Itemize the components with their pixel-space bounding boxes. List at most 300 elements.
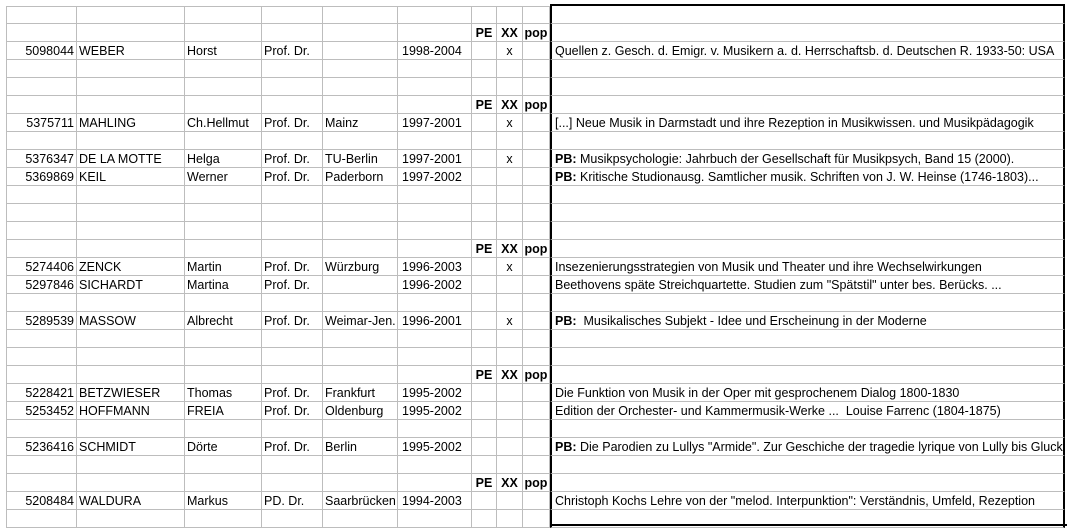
cell-pop[interactable] bbox=[523, 438, 550, 456]
cell-pop[interactable] bbox=[523, 312, 550, 330]
cell-pop[interactable] bbox=[523, 294, 550, 312]
cell-last-name[interactable] bbox=[77, 132, 185, 150]
cell-city[interactable] bbox=[323, 276, 398, 294]
cell-id[interactable] bbox=[6, 222, 77, 240]
cell-last-name[interactable] bbox=[77, 366, 185, 384]
cell-pop[interactable] bbox=[523, 114, 550, 132]
cell-last-name[interactable] bbox=[77, 222, 185, 240]
cell-description[interactable] bbox=[550, 150, 1065, 168]
cell-title[interactable]: Prof. Dr. bbox=[262, 168, 323, 186]
cell-description[interactable] bbox=[550, 420, 1065, 438]
cell-id[interactable] bbox=[6, 96, 77, 114]
cell-years[interactable]: 1996-2003 bbox=[398, 258, 472, 276]
cell-pop[interactable] bbox=[523, 42, 550, 60]
cell-title[interactable] bbox=[262, 456, 323, 474]
cell-last-name[interactable] bbox=[77, 240, 185, 258]
cell-xx[interactable] bbox=[497, 294, 523, 312]
pb-label: PB: bbox=[555, 440, 577, 454]
cell-pe[interactable]: PE bbox=[472, 96, 497, 114]
cell-first-name[interactable] bbox=[185, 474, 262, 492]
cell-pe[interactable] bbox=[472, 222, 497, 240]
cell-first-name[interactable]: Dörte bbox=[185, 438, 262, 456]
cell-first-name[interactable] bbox=[185, 222, 262, 240]
cell-xx[interactable] bbox=[497, 438, 523, 456]
cell-title[interactable] bbox=[262, 330, 323, 348]
cell-xx[interactable]: x bbox=[497, 258, 523, 276]
cell-pe[interactable] bbox=[472, 492, 497, 510]
cell-xx[interactable] bbox=[497, 492, 523, 510]
cell-xx[interactable]: XX bbox=[497, 366, 523, 384]
cell-id[interactable] bbox=[6, 456, 77, 474]
cell-pe[interactable] bbox=[472, 168, 497, 186]
cell-city[interactable]: Berlin bbox=[323, 438, 398, 456]
cell-xx[interactable] bbox=[497, 168, 523, 186]
cell-xx[interactable] bbox=[497, 60, 523, 78]
cell-title[interactable]: Prof. Dr. bbox=[262, 438, 323, 456]
cell-years[interactable] bbox=[398, 294, 472, 312]
cell-title[interactable] bbox=[262, 222, 323, 240]
cell-city[interactable] bbox=[323, 348, 398, 366]
cell-pe[interactable] bbox=[472, 6, 497, 24]
cell-pop[interactable]: pop bbox=[523, 240, 550, 258]
cell-id[interactable] bbox=[6, 60, 77, 78]
cell-city[interactable] bbox=[323, 510, 398, 528]
cell-city[interactable]: Oldenburg bbox=[323, 402, 398, 420]
cell-description[interactable] bbox=[550, 348, 1065, 366]
pb-label: PB: bbox=[555, 152, 577, 166]
cell-title[interactable] bbox=[262, 204, 323, 222]
cell-years[interactable] bbox=[398, 474, 472, 492]
cell-id[interactable] bbox=[6, 348, 77, 366]
cell-city[interactable]: Paderborn bbox=[323, 168, 398, 186]
cell-city[interactable] bbox=[323, 42, 398, 60]
cell-last-name[interactable] bbox=[77, 24, 185, 42]
cell-years[interactable] bbox=[398, 348, 472, 366]
cell-pe[interactable] bbox=[472, 132, 497, 150]
cell-pe[interactable]: PE bbox=[472, 240, 497, 258]
cell-title[interactable] bbox=[262, 510, 323, 528]
table-row bbox=[0, 222, 1070, 240]
cell-description[interactable] bbox=[550, 366, 1065, 384]
cell-title[interactable] bbox=[262, 240, 323, 258]
cell-pe[interactable] bbox=[472, 186, 497, 204]
cell-pop[interactable] bbox=[523, 204, 550, 222]
cell-pop[interactable] bbox=[523, 168, 550, 186]
cell-years[interactable] bbox=[398, 186, 472, 204]
cell-last-name[interactable] bbox=[77, 456, 185, 474]
cell-id[interactable] bbox=[6, 474, 77, 492]
cell-description[interactable] bbox=[550, 186, 1065, 204]
cell-title[interactable] bbox=[262, 6, 323, 24]
cell-title[interactable] bbox=[262, 420, 323, 438]
cell-first-name[interactable] bbox=[185, 6, 262, 24]
cell-first-name[interactable] bbox=[185, 456, 262, 474]
cell-years[interactable] bbox=[398, 78, 472, 96]
cell-id[interactable]: 5369869 bbox=[6, 168, 77, 186]
cell-description[interactable] bbox=[550, 24, 1065, 42]
cell-title[interactable] bbox=[262, 78, 323, 96]
cell-xx[interactable] bbox=[497, 186, 523, 204]
cell-first-name[interactable]: Thomas bbox=[185, 384, 262, 402]
cell-description[interactable] bbox=[550, 6, 1065, 24]
cell-years[interactable] bbox=[398, 222, 472, 240]
cell-pe[interactable]: PE bbox=[472, 24, 497, 42]
cell-id[interactable]: 5375711 bbox=[6, 114, 77, 132]
cell-pop[interactable] bbox=[523, 150, 550, 168]
cell-xx[interactable] bbox=[497, 384, 523, 402]
cell-pe[interactable] bbox=[472, 330, 497, 348]
cell-pe[interactable] bbox=[472, 294, 497, 312]
cell-description[interactable] bbox=[550, 240, 1065, 258]
cell-first-name[interactable] bbox=[185, 240, 262, 258]
cell-pe[interactable]: PE bbox=[472, 474, 497, 492]
cell-years[interactable] bbox=[398, 204, 472, 222]
cell-pop[interactable] bbox=[523, 420, 550, 438]
cell-pop[interactable] bbox=[523, 258, 550, 276]
cell-id[interactable]: 5228421 bbox=[6, 384, 77, 402]
cell-city[interactable] bbox=[323, 474, 398, 492]
cell-last-name[interactable]: HOFFMANN bbox=[77, 402, 185, 420]
cell-title[interactable] bbox=[262, 24, 323, 42]
cell-pe[interactable] bbox=[472, 78, 497, 96]
cell-id[interactable] bbox=[6, 24, 77, 42]
cell-years[interactable]: 1995-2002 bbox=[398, 384, 472, 402]
cell-first-name[interactable] bbox=[185, 348, 262, 366]
cell-last-name[interactable]: BETZWIESER bbox=[77, 384, 185, 402]
cell-pe[interactable] bbox=[472, 60, 497, 78]
cell-years[interactable] bbox=[398, 420, 472, 438]
table-row bbox=[0, 402, 1070, 420]
cell-id[interactable] bbox=[6, 78, 77, 96]
cell-last-name[interactable]: MASSOW bbox=[77, 312, 185, 330]
cell-years[interactable] bbox=[398, 60, 472, 78]
cell-title[interactable]: Prof. Dr. bbox=[262, 312, 323, 330]
cell-first-name[interactable]: Horst bbox=[185, 42, 262, 60]
cell-description[interactable] bbox=[550, 294, 1065, 312]
cell-description[interactable] bbox=[550, 456, 1065, 474]
cell-id[interactable] bbox=[6, 330, 77, 348]
cell-pe[interactable]: PE bbox=[472, 366, 497, 384]
cell-id[interactable]: 5376347 bbox=[6, 150, 77, 168]
cell-title[interactable] bbox=[262, 366, 323, 384]
cell-years[interactable]: 1997-2001 bbox=[398, 114, 472, 132]
cell-xx[interactable] bbox=[497, 510, 523, 528]
cell-description[interactable] bbox=[550, 78, 1065, 96]
cell-years[interactable] bbox=[398, 510, 472, 528]
cell-pop[interactable] bbox=[523, 348, 550, 366]
cell-xx[interactable] bbox=[497, 330, 523, 348]
cell-last-name[interactable] bbox=[77, 96, 185, 114]
cell-city[interactable] bbox=[323, 222, 398, 240]
cell-last-name[interactable] bbox=[77, 204, 185, 222]
cell-id[interactable] bbox=[6, 240, 77, 258]
cell-title[interactable] bbox=[262, 294, 323, 312]
pb-label: PB: bbox=[555, 170, 577, 184]
cell-last-name[interactable]: DE LA MOTTE bbox=[77, 150, 185, 168]
cell-pop[interactable]: pop bbox=[523, 366, 550, 384]
table-row bbox=[0, 456, 1070, 474]
cell-years[interactable] bbox=[398, 240, 472, 258]
cell-pop[interactable] bbox=[523, 78, 550, 96]
cell-pe[interactable] bbox=[472, 312, 497, 330]
cell-city[interactable]: TU-Berlin bbox=[323, 150, 398, 168]
cell-city[interactable]: Frankfurt bbox=[323, 384, 398, 402]
cell-pop[interactable] bbox=[523, 510, 550, 528]
cell-pe[interactable] bbox=[472, 258, 497, 276]
cell-pop[interactable] bbox=[523, 60, 550, 78]
cell-first-name[interactable] bbox=[185, 510, 262, 528]
cell-city[interactable] bbox=[323, 96, 398, 114]
cell-first-name[interactable]: Martina bbox=[185, 276, 262, 294]
cell-last-name[interactable] bbox=[77, 6, 185, 24]
cell-pop[interactable] bbox=[523, 132, 550, 150]
cell-first-name[interactable] bbox=[185, 132, 262, 150]
cell-pe[interactable] bbox=[472, 384, 497, 402]
cell-xx[interactable]: x bbox=[497, 312, 523, 330]
cell-first-name[interactable]: Werner bbox=[185, 168, 262, 186]
cell-title[interactable] bbox=[262, 132, 323, 150]
cell-description[interactable] bbox=[550, 276, 1065, 294]
cell-first-name[interactable] bbox=[185, 366, 262, 384]
cell-city[interactable] bbox=[323, 78, 398, 96]
cell-id[interactable]: 5098044 bbox=[6, 42, 77, 60]
cell-xx[interactable]: XX bbox=[497, 24, 523, 42]
cell-xx[interactable]: x bbox=[497, 42, 523, 60]
cell-description[interactable] bbox=[550, 258, 1065, 276]
cell-last-name[interactable]: ZENCK bbox=[77, 258, 185, 276]
cell-title[interactable]: Prof. Dr. bbox=[262, 114, 323, 132]
cell-first-name[interactable] bbox=[185, 204, 262, 222]
cell-first-name[interactable] bbox=[185, 420, 262, 438]
cell-xx[interactable] bbox=[497, 222, 523, 240]
cell-id[interactable] bbox=[6, 420, 77, 438]
cell-xx[interactable] bbox=[497, 132, 523, 150]
cell-city[interactable]: Würzburg bbox=[323, 258, 398, 276]
cell-pop[interactable] bbox=[523, 492, 550, 510]
cell-title[interactable]: PD. Dr. bbox=[262, 492, 323, 510]
cell-pop[interactable] bbox=[523, 456, 550, 474]
cell-first-name[interactable]: Albrecht bbox=[185, 312, 262, 330]
cell-years[interactable] bbox=[398, 366, 472, 384]
cell-city[interactable] bbox=[323, 132, 398, 150]
cell-id[interactable] bbox=[6, 294, 77, 312]
cell-years[interactable]: 1995-2002 bbox=[398, 438, 472, 456]
cell-id[interactable]: 5253452 bbox=[6, 402, 77, 420]
cell-last-name[interactable]: KEIL bbox=[77, 168, 185, 186]
cell-last-name[interactable] bbox=[77, 510, 185, 528]
cell-last-name[interactable] bbox=[77, 294, 185, 312]
cell-pop[interactable] bbox=[523, 222, 550, 240]
table-row bbox=[0, 186, 1070, 204]
cell-id[interactable] bbox=[6, 204, 77, 222]
cell-description[interactable] bbox=[550, 96, 1065, 114]
cell-first-name[interactable] bbox=[185, 294, 262, 312]
cell-xx[interactable]: x bbox=[497, 114, 523, 132]
cell-last-name[interactable] bbox=[77, 330, 185, 348]
cell-description[interactable] bbox=[550, 438, 1065, 456]
cell-description[interactable] bbox=[550, 330, 1065, 348]
cell-first-name[interactable] bbox=[185, 96, 262, 114]
cell-last-name[interactable] bbox=[77, 186, 185, 204]
cell-title[interactable] bbox=[262, 474, 323, 492]
cell-pe[interactable] bbox=[472, 42, 497, 60]
cell-description[interactable] bbox=[550, 132, 1065, 150]
cell-years[interactable] bbox=[398, 330, 472, 348]
cell-description[interactable] bbox=[550, 114, 1065, 132]
cell-pop[interactable]: pop bbox=[523, 474, 550, 492]
cell-last-name[interactable] bbox=[77, 348, 185, 366]
cell-first-name[interactable] bbox=[185, 24, 262, 42]
cell-pop[interactable] bbox=[523, 402, 550, 420]
cell-description[interactable] bbox=[550, 492, 1065, 510]
cell-id[interactable]: 5297846 bbox=[6, 276, 77, 294]
cell-description[interactable] bbox=[550, 204, 1065, 222]
cell-pe[interactable] bbox=[472, 456, 497, 474]
cell-xx[interactable] bbox=[497, 402, 523, 420]
cell-city[interactable] bbox=[323, 24, 398, 42]
cell-city[interactable] bbox=[323, 366, 398, 384]
header-row bbox=[0, 474, 1070, 492]
cell-first-name[interactable] bbox=[185, 330, 262, 348]
cell-pe[interactable] bbox=[472, 114, 497, 132]
cell-xx[interactable] bbox=[497, 348, 523, 366]
cell-years[interactable] bbox=[398, 132, 472, 150]
cell-xx[interactable]: XX bbox=[497, 240, 523, 258]
cell-pe[interactable] bbox=[472, 276, 497, 294]
cell-title[interactable]: Prof. Dr. bbox=[262, 258, 323, 276]
cell-years[interactable] bbox=[398, 96, 472, 114]
cell-city[interactable] bbox=[323, 330, 398, 348]
cell-last-name[interactable] bbox=[77, 78, 185, 96]
cell-pop[interactable]: pop bbox=[523, 24, 550, 42]
cell-last-name[interactable]: SCHMIDT bbox=[77, 438, 185, 456]
cell-last-name[interactable]: WEBER bbox=[77, 42, 185, 60]
cell-first-name[interactable] bbox=[185, 60, 262, 78]
cell-pe[interactable] bbox=[472, 348, 497, 366]
cell-id[interactable]: 5274406 bbox=[6, 258, 77, 276]
cell-id[interactable]: 5289539 bbox=[6, 312, 77, 330]
cell-first-name[interactable]: Helga bbox=[185, 150, 262, 168]
cell-pe[interactable] bbox=[472, 150, 497, 168]
table-row bbox=[0, 312, 1070, 330]
cell-city[interactable] bbox=[323, 60, 398, 78]
cell-id[interactable] bbox=[6, 6, 77, 24]
cell-city[interactable] bbox=[323, 6, 398, 24]
cell-pop[interactable]: pop bbox=[523, 96, 550, 114]
cell-years[interactable]: 1995-2002 bbox=[398, 402, 472, 420]
cell-description[interactable] bbox=[550, 42, 1065, 60]
cell-years[interactable]: 1997-2001 bbox=[398, 150, 472, 168]
cell-description[interactable] bbox=[550, 312, 1065, 330]
cell-title[interactable] bbox=[262, 60, 323, 78]
cell-id[interactable]: 5236416 bbox=[6, 438, 77, 456]
cell-first-name[interactable]: FREIA bbox=[185, 402, 262, 420]
cell-years[interactable]: 1996-2002 bbox=[398, 276, 472, 294]
cell-city[interactable] bbox=[323, 294, 398, 312]
cell-city[interactable] bbox=[323, 420, 398, 438]
cell-pop[interactable] bbox=[523, 276, 550, 294]
cell-id[interactable]: 5208484 bbox=[6, 492, 77, 510]
description-text: Insezenierungsstrategien von Musik und Theater und ihre Wechselwirkungen bbox=[555, 260, 982, 274]
cell-last-name[interactable] bbox=[77, 60, 185, 78]
cell-description[interactable] bbox=[550, 402, 1065, 420]
cell-pop[interactable] bbox=[523, 6, 550, 24]
cell-last-name[interactable]: WALDURA bbox=[77, 492, 185, 510]
cell-xx[interactable] bbox=[497, 420, 523, 438]
cell-city[interactable] bbox=[323, 186, 398, 204]
cell-description[interactable] bbox=[550, 384, 1065, 402]
cell-xx[interactable]: x bbox=[497, 150, 523, 168]
cell-xx[interactable] bbox=[497, 276, 523, 294]
cell-xx[interactable] bbox=[497, 6, 523, 24]
cell-pop[interactable] bbox=[523, 186, 550, 204]
cell-description[interactable] bbox=[550, 222, 1065, 240]
cell-description[interactable] bbox=[550, 60, 1065, 78]
cell-xx[interactable]: XX bbox=[497, 474, 523, 492]
cell-xx[interactable]: XX bbox=[497, 96, 523, 114]
cell-title[interactable]: Prof. Dr. bbox=[262, 150, 323, 168]
cell-city[interactable]: Mainz bbox=[323, 114, 398, 132]
cell-city[interactable] bbox=[323, 204, 398, 222]
cell-years[interactable]: 1994-2003 bbox=[398, 492, 472, 510]
cell-last-name[interactable]: SICHARDT bbox=[77, 276, 185, 294]
cell-xx[interactable] bbox=[497, 204, 523, 222]
cell-id[interactable] bbox=[6, 510, 77, 528]
cell-pe[interactable] bbox=[472, 402, 497, 420]
cell-first-name[interactable]: Markus bbox=[185, 492, 262, 510]
cell-title[interactable]: Prof. Dr. bbox=[262, 384, 323, 402]
cell-pe[interactable] bbox=[472, 420, 497, 438]
cell-last-name[interactable] bbox=[77, 420, 185, 438]
cell-id[interactable] bbox=[6, 366, 77, 384]
cell-city[interactable] bbox=[323, 456, 398, 474]
cell-title[interactable]: Prof. Dr. bbox=[262, 276, 323, 294]
cell-pe[interactable] bbox=[472, 204, 497, 222]
cell-title[interactable] bbox=[262, 96, 323, 114]
cell-title[interactable]: Prof. Dr. bbox=[262, 402, 323, 420]
cell-years[interactable]: 1997-2002 bbox=[398, 168, 472, 186]
table-row bbox=[0, 276, 1070, 294]
cell-title[interactable] bbox=[262, 348, 323, 366]
cell-title[interactable] bbox=[262, 186, 323, 204]
cell-description[interactable] bbox=[550, 168, 1065, 186]
cell-last-name[interactable] bbox=[77, 474, 185, 492]
cell-years[interactable]: 1996-2001 bbox=[398, 312, 472, 330]
cell-last-name[interactable]: MAHLING bbox=[77, 114, 185, 132]
cell-city[interactable]: Saarbrücken bbox=[323, 492, 398, 510]
cell-first-name[interactable] bbox=[185, 186, 262, 204]
cell-years[interactable]: 1998-2004 bbox=[398, 42, 472, 60]
cell-pop[interactable] bbox=[523, 330, 550, 348]
cell-description[interactable] bbox=[550, 474, 1065, 492]
cell-xx[interactable] bbox=[497, 78, 523, 96]
cell-first-name[interactable] bbox=[185, 78, 262, 96]
cell-title[interactable]: Prof. Dr. bbox=[262, 42, 323, 60]
cell-pe[interactable] bbox=[472, 438, 497, 456]
cell-first-name[interactable]: Ch.Hellmut bbox=[185, 114, 262, 132]
cell-years[interactable] bbox=[398, 456, 472, 474]
cell-years[interactable] bbox=[398, 24, 472, 42]
cell-years[interactable] bbox=[398, 6, 472, 24]
cell-id[interactable] bbox=[6, 186, 77, 204]
cell-pe[interactable] bbox=[472, 510, 497, 528]
cell-xx[interactable] bbox=[497, 456, 523, 474]
cell-id[interactable] bbox=[6, 132, 77, 150]
cell-city[interactable] bbox=[323, 240, 398, 258]
cell-first-name[interactable]: Martin bbox=[185, 258, 262, 276]
cell-pop[interactable] bbox=[523, 384, 550, 402]
cell-city[interactable]: Weimar-Jen. bbox=[323, 312, 398, 330]
